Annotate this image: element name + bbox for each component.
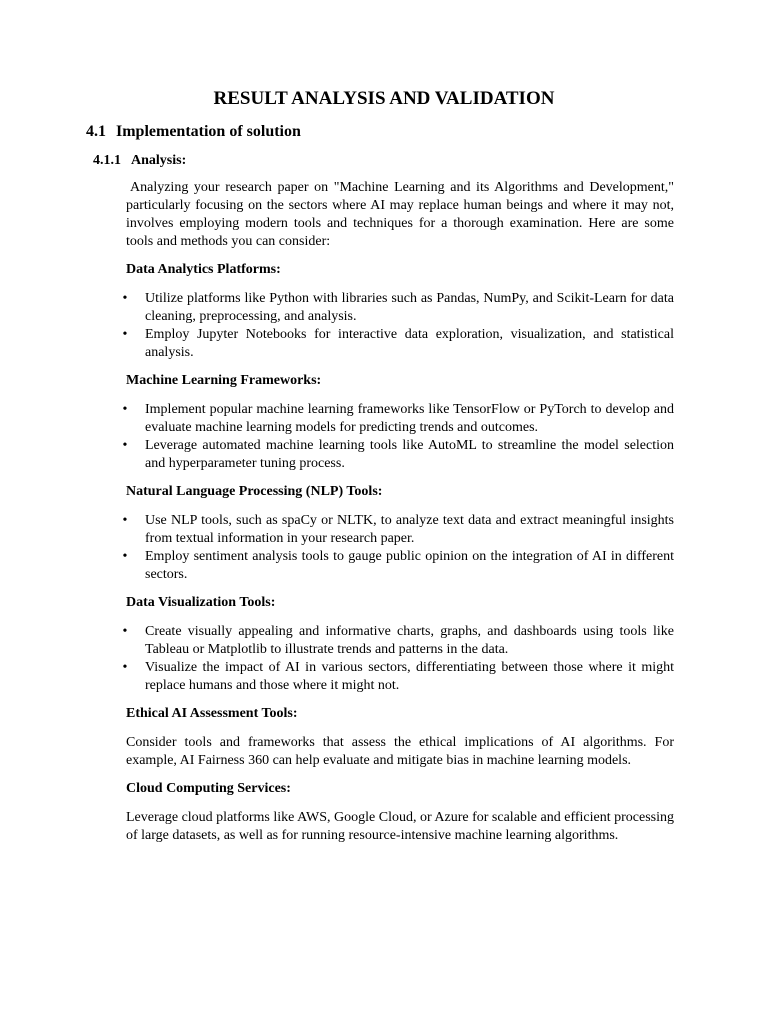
bullet-icon: • <box>122 327 128 342</box>
bullet-icon: • <box>122 402 128 417</box>
list-item: • Employ sentiment analysis tools to gauge public opinion on the integration of AI in different sectors. <box>126 548 674 584</box>
section-number: 4.1 <box>86 123 106 140</box>
bullet-icon: • <box>122 660 128 675</box>
subsection-heading <box>93 152 186 170</box>
heading-machine-learning-frameworks: Machine Learning Frameworks: <box>126 373 322 388</box>
bullet-list <box>122 512 674 584</box>
subsection-title: Analysis: <box>131 153 187 168</box>
bullet-list <box>122 623 674 695</box>
subsection-number: 4.1.1 <box>93 153 121 168</box>
bullet-icon: • <box>122 291 128 306</box>
bullet-icon: • <box>122 549 128 564</box>
list-item: • Employ Jupyter Notebooks for interactive data exploration, visualization, and statistical analysis. <box>126 326 674 362</box>
heading-nlp-tools: Natural Language Processing (NLP) Tools: <box>126 484 383 499</box>
section-title: Implementation of solution <box>116 123 301 140</box>
bullet-icon: • <box>122 513 128 528</box>
intro-paragraph: Analyzing your research paper on "Machine Learning and its Algorithms and Development," particularly focusing on the sectors where AI may replace human beings and where it may not, involves employing modern tools and techniques for a thorough examination. Here are some tools and methods you can consider: <box>126 180 674 249</box>
list-item: • Leverage automated machine learning tools like AutoML to streamline the model selection and hyperparameter tuning process. <box>126 437 674 473</box>
paragraph-cloud-computing: Leverage cloud platforms like AWS, Google Cloud, or Azure for scalable and efficient processing of large datasets, as well as for running resource-intensive machine learning algorithms. <box>126 810 674 843</box>
heading-ethical-ai-assessment-tools: Ethical AI Assessment Tools: <box>126 706 298 721</box>
list-item: • Utilize platforms like Python with libraries such as Pandas, NumPy, and Scikit-Learn for data cleaning, preprocessing, and analysis. <box>126 290 674 326</box>
heading-data-visualization-tools: Data Visualization Tools: <box>126 595 276 610</box>
paragraph-ethical-ai: Consider tools and frameworks that assess the ethical implications of AI algorithms. For example, AI Fairness 360 can help evaluate and mitigate bias in machine learning models. <box>126 735 674 768</box>
list-item: • Create visually appealing and informative charts, graphs, and dashboards using tools like Tableau or Matplotlib to illustrate trends and patterns in the data. <box>126 623 674 659</box>
bullet-icon: • <box>122 438 128 453</box>
body-content <box>122 179 674 845</box>
heading-data-analytics-platforms: Data Analytics Platforms: <box>126 262 281 277</box>
bullet-list <box>122 290 674 362</box>
bullet-list <box>122 401 674 473</box>
list-item: • Implement popular machine learning frameworks like TensorFlow or PyTorch to develop and evaluate machine learning models for predicting trends and outcomes. <box>126 401 674 437</box>
list-item: • Visualize the impact of AI in various sectors, differentiating between those where it might replace humans and those where it might not. <box>126 659 674 695</box>
heading-cloud-computing-services: Cloud Computing Services: <box>126 781 291 796</box>
bullet-icon: • <box>122 624 128 639</box>
page-title: RESULT ANALYSIS AND VALIDATION <box>213 88 555 109</box>
section-heading <box>86 121 301 143</box>
list-item: • Use NLP tools, such as spaCy or NLTK, to analyze text data and extract meaningful insights from textual information in your research paper. <box>126 512 674 548</box>
